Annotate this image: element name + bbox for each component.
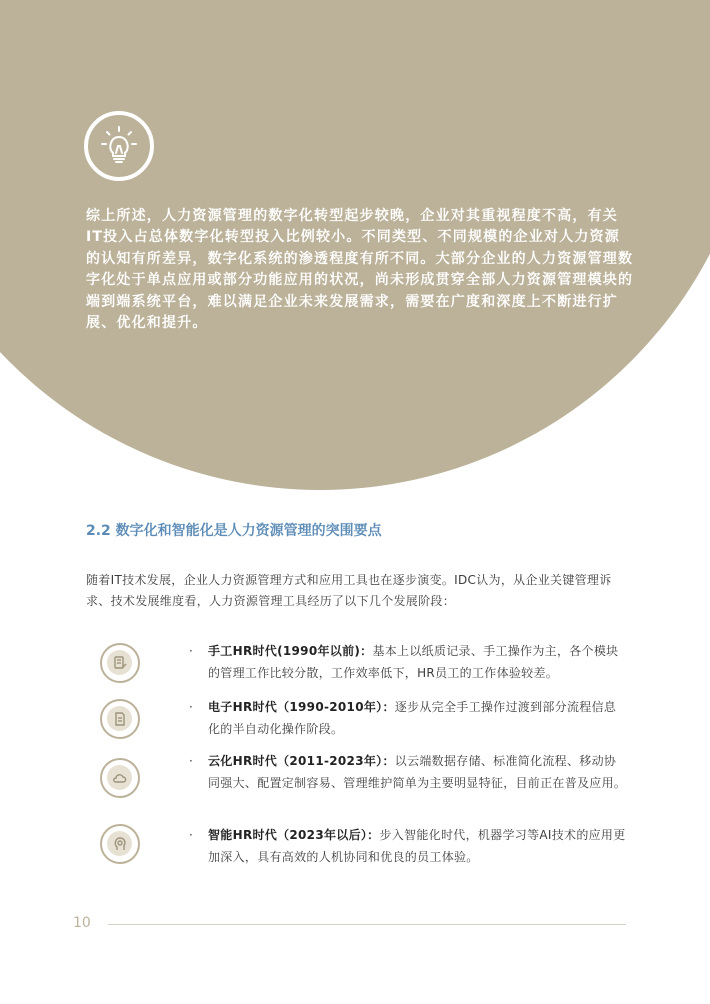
stage-title: 电子HR时代（1990-2010年）： bbox=[208, 700, 395, 714]
stage-title: 智能HR时代（2023年以后）： bbox=[208, 828, 380, 842]
stage-title: 手工HR时代(1990年以前)： bbox=[208, 644, 373, 658]
stage-bullet: · bbox=[189, 644, 193, 658]
handwriting-icon bbox=[100, 643, 140, 683]
stage-description: 基本上以纸质记录、手工操作为主，各个模块的管理工作比较分散，工作效率低下，HR员工的工作体验较差。 bbox=[208, 644, 619, 680]
stage-title: 云化HR时代（2011-2023年）： bbox=[208, 754, 395, 768]
page-number: 10 bbox=[73, 915, 91, 931]
intro-paragraph: 随着IT技术发展，企业人力资源管理方式和应用工具也在逐步演变。IDC认为，从企业关键管理诉求、技术发展维度看，人力资源管理工具经历了以下几个发展阶段： bbox=[86, 573, 612, 608]
stage-bullet: · bbox=[189, 754, 193, 768]
stage-description: 步入智能化时代，机器学习等AI技术的应用更加深入，具有高效的人机协同和优良的员工体验。 bbox=[208, 828, 626, 864]
lightbulb-icon bbox=[84, 111, 154, 181]
document-icon bbox=[100, 699, 140, 739]
stage-bullet: · bbox=[189, 700, 193, 714]
stage-bullet: · bbox=[189, 828, 193, 842]
summary-paragraph: 综上所述，人力资源管理的数字化转型起步较晚，企业对其重视程度不高，有关IT投入占总体数字化转型投入比例较小。不同类型、不同规模的企业对人力资源的认知有所差异，数字化系统的渗透程度有所不同。大部分企业的人力资源管理数字化处于单点应用或部分功能应用的状况，尚未形成贯穿全部人力资源管理模块的端到端系统平台，难以满足企业未来发展需求，需要在广度和深度上不断进行扩展、优化和提升。 bbox=[86, 208, 634, 332]
stage-description: 以云端数据存储、标准简化流程、移动协同强大、配置定制容易、管理维护简单为主要明显特征，目前正在普及应用。 bbox=[208, 754, 627, 790]
ai-head-icon bbox=[100, 824, 140, 864]
cloud-icon bbox=[100, 758, 140, 798]
footer-divider bbox=[108, 924, 626, 925]
section-title: 2.2 数字化和智能化是人力资源管理的突围要点 bbox=[86, 523, 382, 539]
stage-description: 逐步从完全手工操作过渡到部分流程信息化的半自动化操作阶段。 bbox=[208, 700, 617, 736]
